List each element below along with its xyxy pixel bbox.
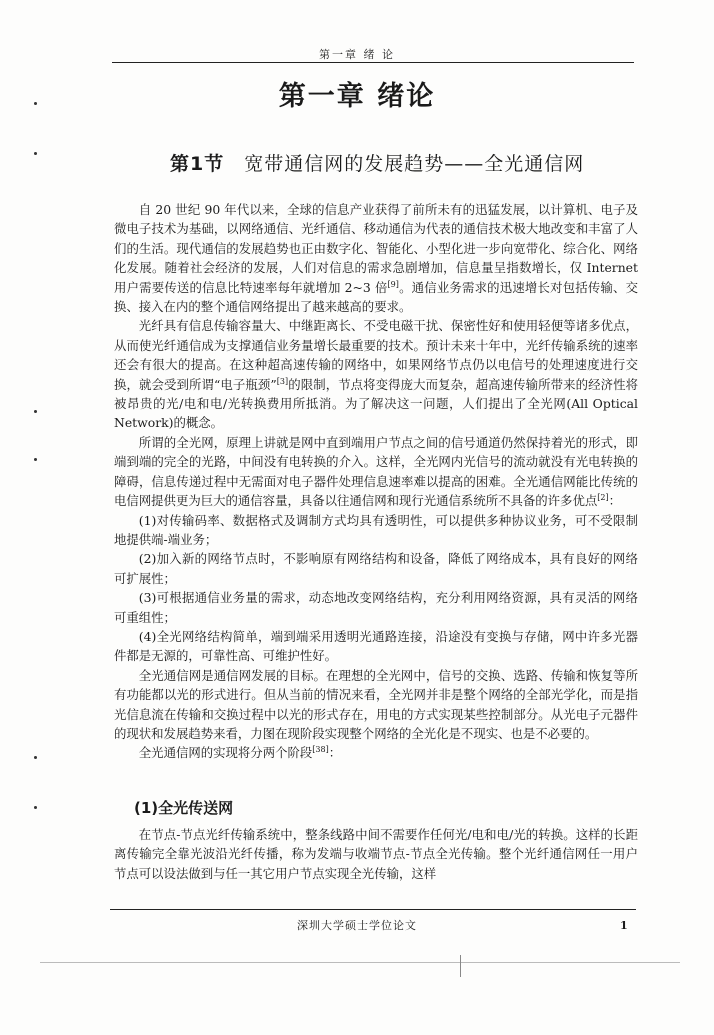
paragraph: 全光通信网是通信网发展的目标。在理想的全光网中，信号的交换、选路、传输和恢复等所有功能都以光的形式进行。但从当前的情况来看，全光网并非是整个网络的全部光学化，而是指光信息流在传输和交换过程中以光的形式存在，用电的方式实现某些控制部分。从光电子元器件的现状和发展趋势来看，力图在现阶段实现整个网络的全光化是不现实、也是不必要的。 bbox=[114, 667, 638, 741]
list-item: (3)可根据通信业务量的需求，动态地改变网络结构，充分利用网络资源，具有灵活的网络可重组性； bbox=[114, 590, 638, 625]
running-header: 第一章 绪 论 bbox=[319, 48, 395, 61]
scan-speck bbox=[34, 410, 37, 413]
chapter-title: 第一章 绪论 bbox=[278, 81, 436, 112]
paragraph: 自 20 世纪 90 年代以来，全球的信息产业获得了前所未有的迅猛发展，以计算机、电子及微电子技术为基础，以网络通信、光纤通信、移动通信为代表的通信技术极大地改变和丰富了人们的生活。现代通信的发展趋势也正由数字化、智能化、小型化进一步向宽带化、综合化、网络化发展。随着社会经济的发展，人们对信息的需求急剧增加，信息量呈指数增长，仅 Internet 用户需要传送的信息比特速率每年就增加 2~3 倍[9]。通信业务需求的迅速增长对包括传输、交换、接入在内的整个通信网络提出了越来越高的要求。 bbox=[114, 202, 639, 315]
citation: [9] bbox=[387, 279, 399, 289]
header-rule bbox=[112, 62, 634, 63]
footer-rule bbox=[110, 909, 636, 910]
paragraph: 全光通信网的实现将分两个阶段[38]： bbox=[138, 745, 342, 761]
section-number: 第1节 bbox=[170, 153, 225, 175]
body-text bbox=[114, 200, 638, 763]
scan-speck bbox=[34, 756, 37, 759]
subsection-body bbox=[114, 825, 638, 883]
scan-speck bbox=[34, 152, 37, 155]
paragraph: 所谓的全光网，原理上讲就是网中直到端用户节点之间的信号通道仍然保持着光的形式，即端到端的完全的光路，中间没有电转换的介入。这样，全光网内光信号的流动就没有光电转换的障碍，信息传递过程中无需面对电子器件处理信息速率难以提高的困难。全光通信网能比传统的电信网提供更为巨大的通信容量，具备以往通信网和现行光通信系统所不具备的许多优点[2]： bbox=[114, 434, 638, 509]
section-title bbox=[170, 149, 584, 176]
subsection-title: (1)全光传送网 bbox=[134, 799, 234, 817]
section-heading: 宽带通信网的发展趋势——全光通信网 bbox=[244, 153, 585, 175]
page-number: 1 bbox=[620, 919, 628, 932]
list-item: (1)对传输码率、数据格式及调制方式均具有透明性，可以提供多种协议业务，可不受限制地提供端-端业务； bbox=[114, 512, 638, 547]
citation: [38] bbox=[312, 745, 329, 755]
footer-text: 深圳大学硕士学位论文 bbox=[297, 919, 417, 932]
paragraph: 光纤具有信息传输容量大、中继距离长、不受电磁干扰、保密性好和使用轻便等诸多优点，从而使光纤通信成为支撑通信业务量增长最重要的技术。预计未来十年中，光纤传输系统的速率还会有很大的提高。在这种超高速传输的网络中，如果网络节点仍以电信号的处理速度进行交换，就会受到所谓“电子瓶颈”[3]的限制，节点将变得庞大而复杂，超高速传输所带来的经济性将被昂贵的光/电和电/光转换费用所抵消。为了解决这一问题，人们提出了全光网(All Optical Network)的概念。 bbox=[114, 318, 639, 431]
citation: [3] bbox=[276, 376, 289, 386]
scan-edge bbox=[460, 955, 461, 977]
list-item: (4)全光网络结构简单，端到端采用透明光通路连接，沿途没有变换与存储，网中许多光器件都是无源的，可靠性高、可维护性好。 bbox=[114, 628, 638, 664]
scan-speck bbox=[34, 458, 37, 461]
citation: [2] bbox=[597, 492, 609, 502]
scan-speck bbox=[34, 102, 37, 105]
list-item: (2)加入新的网络节点时，不影响原有网络结构和设备，降低了网络成本，具有良好的网络可扩展性； bbox=[114, 551, 638, 586]
paragraph: 在节点-节点光纤传输系统中，整条线路中间不需要作任何光/电和电/光的转换。这样的长距离传输完全靠光波沿光纤传播，称为发端与收端节点-节点全光传输。整个光纤通信网任一用户节点可以设法做到与任一其它用户节点实现全光传输，这样 bbox=[114, 827, 638, 881]
scan-speck bbox=[34, 806, 37, 809]
scan-edge bbox=[40, 962, 680, 963]
